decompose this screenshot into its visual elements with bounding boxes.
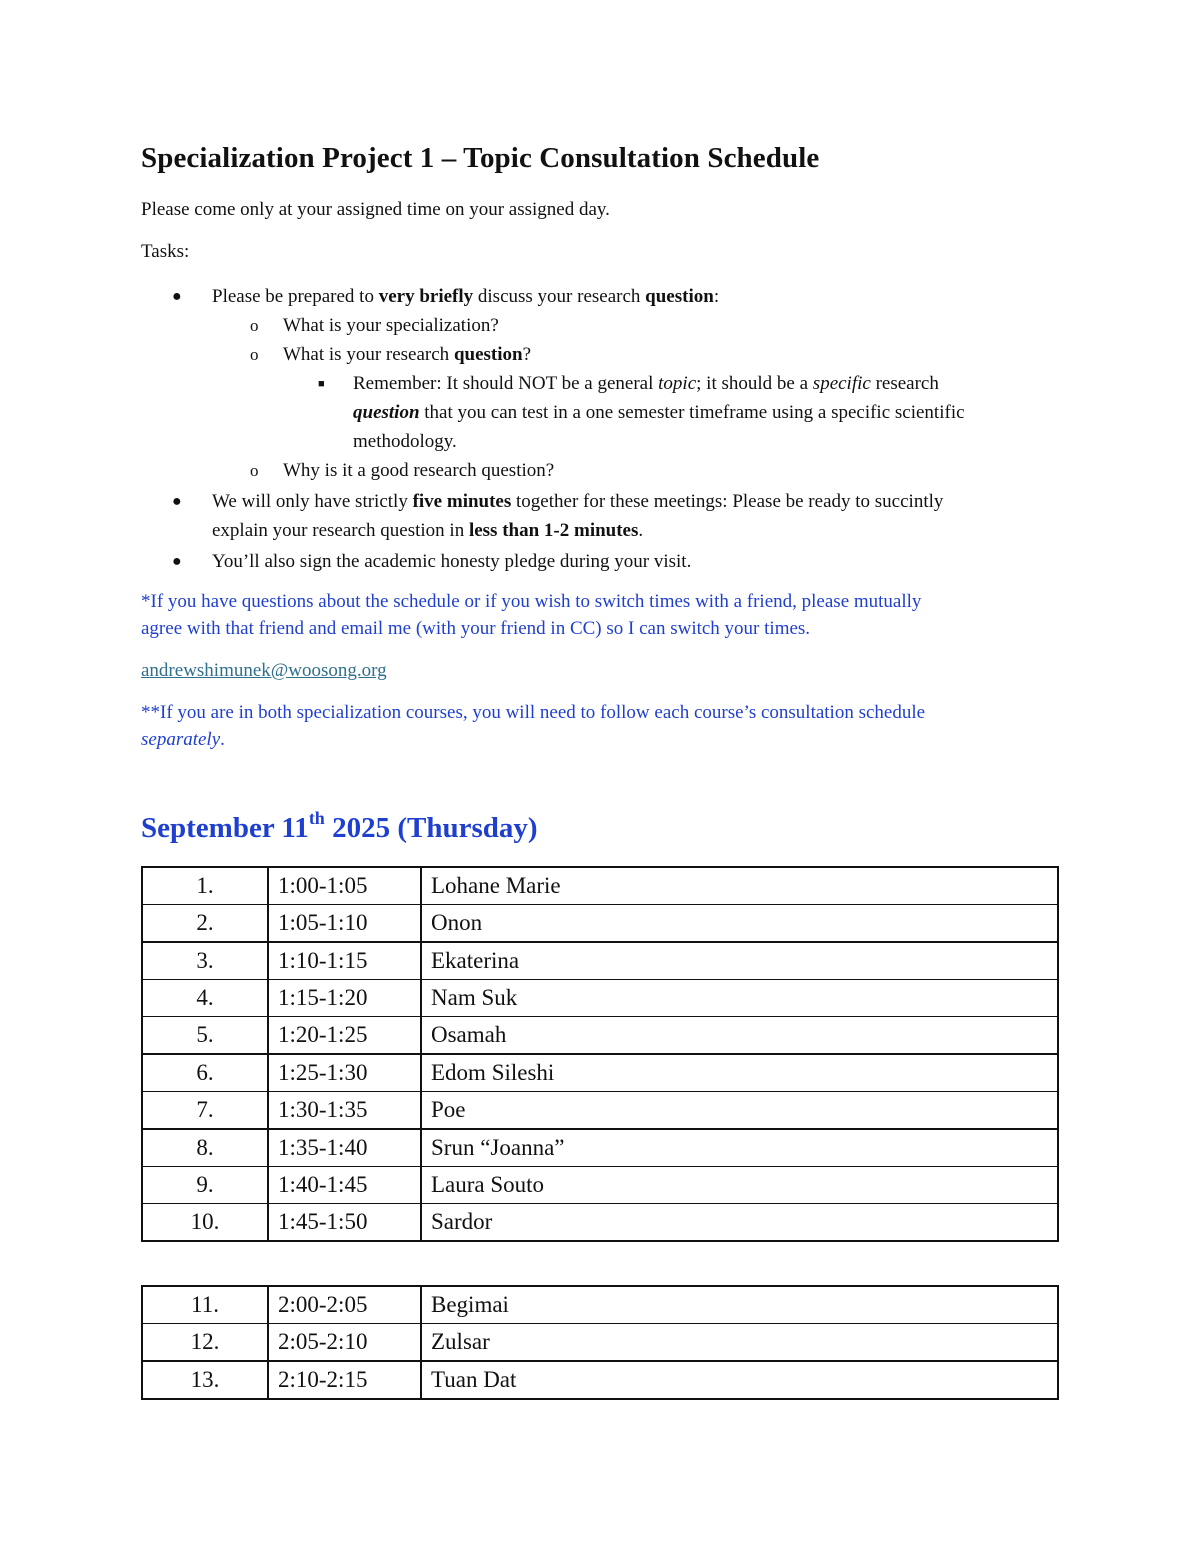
courses-note: **If you are in both specialization courses, you will need to follow each course’s consultation schedule: [141, 702, 926, 723]
slot-number: 8.: [142, 1129, 268, 1167]
slot-number: 11.: [142, 1286, 268, 1324]
task-text: Why is it a good research question?: [283, 460, 555, 481]
slot-name: Begimai: [421, 1286, 1058, 1324]
page-title: Specialization Project 1 – Topic Consultation Schedule: [141, 142, 820, 174]
slot-number: 4.: [142, 980, 268, 1017]
slot-time: 1:20-1:25: [268, 1017, 421, 1055]
slot-name: Edom Sileshi: [421, 1054, 1058, 1092]
task-text: explain your research question in: [212, 520, 469, 541]
task-emphasis: very briefly: [378, 286, 474, 307]
task-emphasis: specific: [812, 373, 871, 394]
slot-time: 1:15-1:20: [268, 980, 421, 1017]
table-row: [142, 1286, 1058, 1324]
slot-time: 1:30-1:35: [268, 1092, 421, 1130]
slot-name: Laura Souto: [421, 1167, 1058, 1204]
task-text: .: [638, 520, 644, 541]
slot-time: 1:40-1:45: [268, 1167, 421, 1204]
task-emphasis: question: [645, 286, 714, 307]
task-text: methodology.: [353, 431, 457, 452]
task-text: discuss your research: [473, 286, 646, 307]
table-row: [142, 1204, 1058, 1242]
task-text: What is your research: [283, 344, 454, 365]
slot-name: Srun “Joanna”: [421, 1129, 1058, 1167]
courses-note: [141, 726, 225, 754]
slot-name: Onon: [421, 905, 1058, 943]
slot-number: 9.: [142, 1167, 268, 1204]
slot-name: Sardor: [421, 1204, 1058, 1242]
slot-number: 13.: [142, 1361, 268, 1399]
slot-time: 1:05-1:10: [268, 905, 421, 943]
table-row: [142, 1054, 1058, 1092]
table-row: [142, 1167, 1058, 1204]
task-emphasis: question: [453, 344, 523, 365]
schedule-table-1: [141, 866, 1059, 1242]
slot-number: 1.: [142, 867, 268, 905]
task-emphasis: five minutes: [412, 491, 512, 512]
date-suffix: th: [308, 808, 325, 828]
task-text: that you can test in a one semester timeframe using a specific scientific: [419, 402, 965, 423]
schedule-table-2: [141, 1285, 1059, 1400]
task-text: :: [713, 286, 720, 307]
task-text: Remember: It should NOT be a general: [353, 373, 659, 394]
bullet-icon: ●: [172, 553, 182, 570]
table-row: [142, 1092, 1058, 1130]
slot-time: 2:10-2:15: [268, 1361, 421, 1399]
courses-note-end: .: [220, 729, 225, 750]
slot-number: 7.: [142, 1092, 268, 1130]
date-main: September 11: [141, 812, 309, 844]
table-row: [142, 905, 1058, 943]
list-item: [141, 282, 1059, 311]
date-rest: 2025 (Thursday): [324, 812, 538, 844]
table-row: [142, 980, 1058, 1017]
table-row: [142, 942, 1058, 980]
task-text: ?: [522, 344, 532, 365]
slot-name: Osamah: [421, 1017, 1058, 1055]
slot-time: 2:00-2:05: [268, 1286, 421, 1324]
courses-note-emphasis: separately: [141, 729, 221, 750]
square-bullet-icon: ■: [318, 378, 325, 390]
slot-number: 10.: [142, 1204, 268, 1242]
slot-name: Nam Suk: [421, 980, 1058, 1017]
list-item: [141, 547, 1059, 576]
table-row: [142, 1129, 1058, 1167]
slot-number: 6.: [142, 1054, 268, 1092]
list-item: [141, 369, 1059, 456]
slot-name: Lohane Marie: [421, 867, 1058, 905]
list-item: [141, 311, 1059, 340]
task-text: research: [870, 373, 939, 394]
slot-name: Poe: [421, 1092, 1058, 1130]
circle-bullet-icon: o: [250, 345, 259, 364]
table-row: [142, 867, 1058, 905]
tasks-label: Tasks:: [141, 241, 190, 262]
schedule-note: *If you have questions about the schedule or if you wish to switch times with a friend, please mutually: [141, 591, 922, 612]
task-text: ; it should be a: [696, 373, 813, 394]
list-item: [141, 340, 1059, 369]
table-row: [142, 1324, 1058, 1362]
slot-time: 1:45-1:50: [268, 1204, 421, 1242]
slot-name: Zulsar: [421, 1324, 1058, 1362]
slot-time: 1:00-1:05: [268, 867, 421, 905]
slot-name: Tuan Dat: [421, 1361, 1058, 1399]
task-text: Please be prepared to: [212, 286, 379, 307]
slot-number: 2.: [142, 905, 268, 943]
intro-text: Please come only at your assigned time on your assigned day.: [141, 199, 610, 220]
task-list: [141, 282, 1059, 576]
bullet-icon: ●: [172, 493, 182, 510]
schedule-note: agree with that friend and email me (with your friend in CC) so I can switch your times.: [141, 618, 811, 639]
slot-time: 1:10-1:15: [268, 942, 421, 980]
task-emphasis: question: [353, 402, 420, 423]
list-item: [141, 456, 1059, 485]
slot-number: 5.: [142, 1017, 268, 1055]
slot-time: 1:25-1:30: [268, 1054, 421, 1092]
task-text: We will only have strictly: [212, 491, 413, 512]
task-emphasis: less than 1-2 minutes: [468, 520, 639, 541]
slot-time: 1:35-1:40: [268, 1129, 421, 1167]
slot-name: Ekaterina: [421, 942, 1058, 980]
task-emphasis: topic: [658, 373, 697, 394]
task-text: You’ll also sign the academic honesty pledge during your visit.: [212, 551, 692, 572]
slot-time: 2:05-2:10: [268, 1324, 421, 1362]
circle-bullet-icon: o: [250, 461, 259, 480]
table-row: [142, 1017, 1058, 1055]
slot-number: 3.: [142, 942, 268, 980]
list-item: [141, 487, 1059, 545]
slot-number: 12.: [142, 1324, 268, 1362]
task-text: What is your specialization?: [283, 315, 499, 336]
bullet-icon: ●: [172, 288, 182, 305]
email-link[interactable]: andrewshimunek@woosong.org: [141, 660, 387, 681]
task-text: together for these meetings: Please be ready to succintly: [511, 491, 944, 512]
circle-bullet-icon: o: [250, 316, 259, 335]
table-row: [142, 1361, 1058, 1399]
date-heading: [141, 808, 538, 845]
